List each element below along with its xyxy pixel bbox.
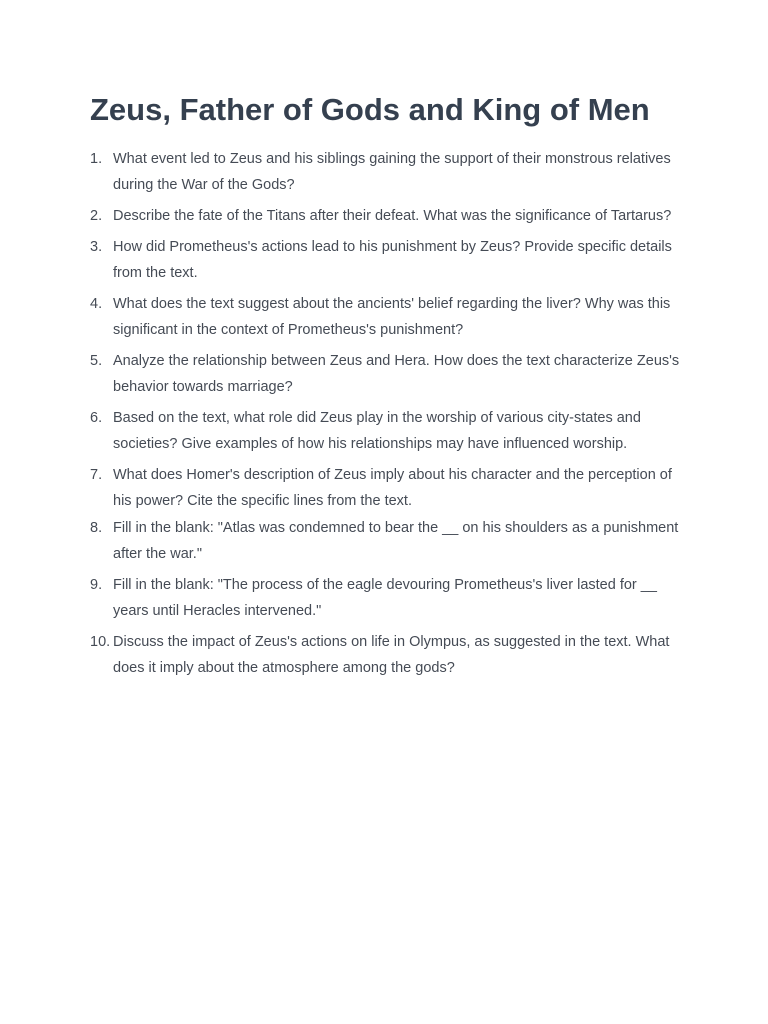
question-item xyxy=(90,405,690,457)
question-number: 7. xyxy=(90,467,103,483)
question-number: 6. xyxy=(90,410,103,426)
page-title: Zeus, Father of Gods and King of Men xyxy=(90,92,650,127)
question-text: Describe the fate of the Titans after their defeat. What was the significance of Tartarus? xyxy=(113,208,672,224)
question-item xyxy=(90,572,690,624)
question-text: Fill in the blank: "The process of the eagle devouring Prometheus's liver lasted for __ years until Heracles intervened." xyxy=(113,577,657,619)
question-text: What does the text suggest about the ancients' belief regarding the liver? Why was this significant in the context of Prometheus's punishment? xyxy=(113,296,671,338)
question-number: 2. xyxy=(90,208,103,224)
question-item xyxy=(90,291,690,343)
question-text: How did Prometheus's actions lead to his punishment by Zeus? Provide specific details from the text. xyxy=(113,239,672,281)
question-text: Based on the text, what role did Zeus play in the worship of various city-states and societies? Give examples of how his relationships may have influenced worship. xyxy=(113,410,641,452)
question-number: 3. xyxy=(90,239,103,255)
question-number: 8. xyxy=(90,520,103,536)
question-number: 4. xyxy=(90,296,103,312)
question-item xyxy=(90,203,690,229)
question-number: 9. xyxy=(90,577,103,593)
question-text: Analyze the relationship between Zeus and Hera. How does the text characterize Zeus's behavior towards marriage? xyxy=(113,353,680,395)
question-item xyxy=(90,146,690,198)
question-item xyxy=(90,348,690,400)
document-page xyxy=(90,88,690,686)
question-text: Fill in the blank: "Atlas was condemned to bear the __ on his shoulders as a punishment after the war." xyxy=(113,520,679,562)
question-text: Discuss the impact of Zeus's actions on life in Olympus, as suggested in the text. What does it imply about the atmosphere among the gods? xyxy=(113,634,670,676)
question-item xyxy=(90,515,690,567)
question-item xyxy=(90,234,690,286)
question-list xyxy=(90,146,690,681)
question-text: What event led to Zeus and his siblings gaining the support of their monstrous relatives during the War of the Gods? xyxy=(113,151,671,193)
question-number: 1. xyxy=(90,151,103,167)
question-number: 10. xyxy=(90,634,111,650)
question-number: 5. xyxy=(90,353,103,369)
question-text: What does Homer's description of Zeus imply about his character and the perception of his power? Cite the specific lines from the text. xyxy=(113,467,672,509)
question-item xyxy=(90,462,690,514)
question-item xyxy=(90,629,690,681)
